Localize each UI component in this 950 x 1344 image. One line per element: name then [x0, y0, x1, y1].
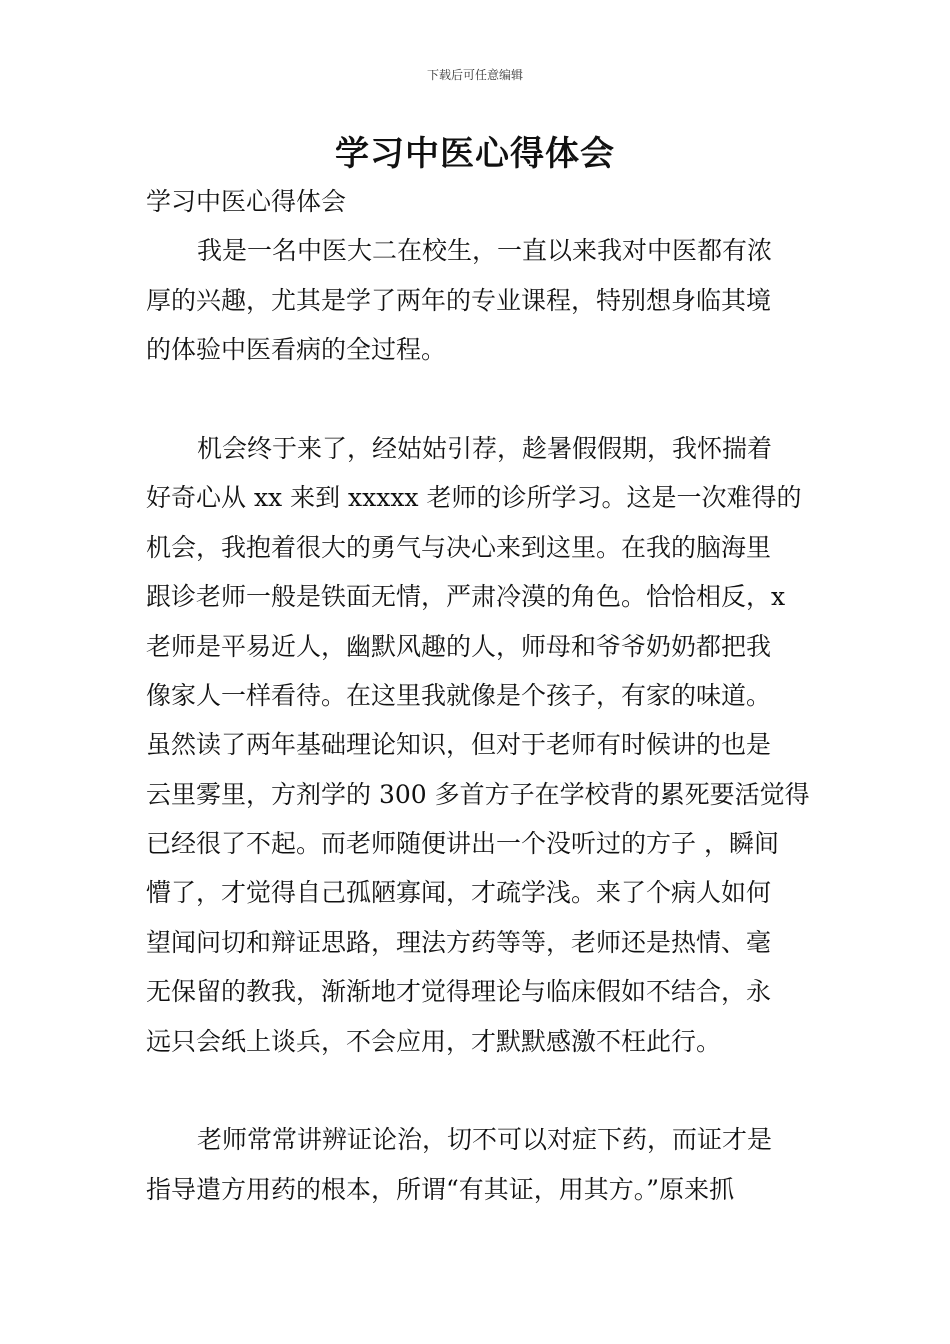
- paragraph-2-line-10: 懵了，才觉得自己孤陋寡闻，才疏学浅。来了个病人如何: [146, 878, 772, 908]
- paragraph-3-line-2: 指导遣方用药的根本，所谓“有其证，用其方。”原来抓: [146, 1174, 735, 1204]
- paragraph-2-line-12: 无保留的教我，渐渐地才觉得理论与临床假如不结合，永: [146, 977, 772, 1007]
- paragraph-gap: [146, 1066, 810, 1115]
- header-note: 下载后可任意编辑: [426, 68, 523, 82]
- paragraph-2-line-6: 像家人一样看待。在这里我就像是个孩子，有家的味道。: [146, 680, 772, 710]
- paragraph-2-line-13: 远只会纸上谈兵，不会应用，才默默感激不枉此行。: [146, 1026, 722, 1056]
- paragraph-gap: [146, 375, 810, 424]
- paragraph-2-line-5: 老师是平易近人，幽默风趣的人，师母和爷爷奶奶都把我: [146, 631, 772, 661]
- document-body: [146, 177, 810, 1214]
- paragraph-1-line-3: 的体验中医看病的全过程。: [146, 335, 447, 365]
- paragraph-2-line-4: 跟诊老师一般是铁面无情，严肃冷漠的角色。恰恰相反，x: [146, 582, 786, 612]
- subtitle-line: 学习中医心得体会: [146, 187, 347, 216]
- paragraph-2-line-3: 机会，我抱着很大的勇气与决心来到这里。在我的脑海里: [146, 532, 772, 562]
- paragraph-1-line-1: 我是一名中医大二在校生，一直以来我对中医都有浓: [197, 236, 773, 266]
- paragraph-2-line-9: 已经很了不起。而老师随便讲出一个没听过的方子 ，瞬间: [146, 829, 779, 859]
- paragraph-2-line-1: 机会终于来了，经姑姑引荐，趁暑假假期，我怀揣着: [197, 433, 773, 463]
- paragraph-2-line-7: 虽然读了两年基础理论知识，但对于老师有时候讲的也是: [146, 730, 772, 760]
- paragraph-3-line-1: 老师常常讲辨证论治，切不可以对症下药，而证才是: [197, 1125, 773, 1155]
- paragraph-2-line-2: 好奇心从 xx 来到 xxxxx 老师的诊所学习。这是一次难得的: [146, 483, 802, 513]
- paragraph-2-line-8: 云里雾里，方剂学的 300 多首方子在学校背的累死要活觉得: [146, 779, 810, 809]
- document-title: 学习中医心得体会: [335, 134, 615, 174]
- paragraph-2-line-11: 望闻问切和辩证思路，理法方药等等，老师还是热情、毫: [146, 927, 772, 957]
- paragraph-1-line-2: 厚的兴趣，尤其是学了两年的专业课程，特别想身临其境: [146, 285, 772, 315]
